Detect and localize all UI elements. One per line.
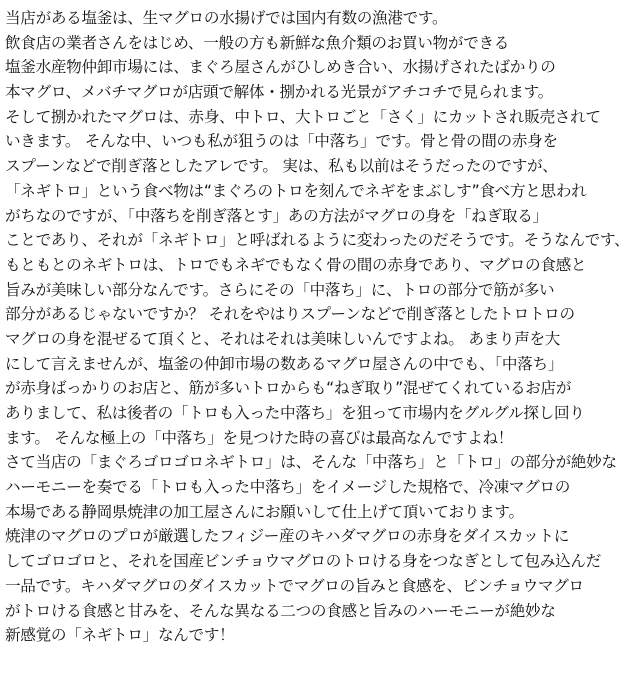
article-body bbox=[5, 6, 637, 648]
text-line: さて当店の「まぐろゴロゴロネギトロ」は、そんな「中落ち」と「トロ」の部分が絶妙な bbox=[5, 453, 617, 472]
text-line: 部分があるじゃないですか？ それをやはりスプーンなどで削ぎ落としたトロトロの bbox=[5, 305, 575, 324]
text-line: 飲食店の業者さんをはじめ、一般の方も新鮮な魚介類のお買い物ができる bbox=[5, 33, 510, 52]
text-line: 塩釜水産物仲卸市場には、まぐろ屋さんがひしめき合い、水揚げされたばかりの bbox=[5, 58, 556, 77]
text-line: が赤身ばっかりのお店と、筋が多いトロからも“ねぎ取り”混ぜてくれているお店が bbox=[5, 379, 572, 398]
text-line: してゴロゴロと、それを国産ビンチョウマグロのトロける身をつなぎとして包み込んだ bbox=[5, 552, 601, 571]
text-line: ます。 そんな極上の「中落ち」を見つけた時の喜びは最高なんですよね！ bbox=[5, 428, 514, 447]
text-line: がちなのですが、「中落ちを削ぎ落とす」あの方法がマグロの身を「ねぎ取る」 bbox=[5, 206, 548, 225]
text-line: 本場である静岡県焼津の加工屋さんにお願いして仕上げて頂いております。 bbox=[5, 502, 524, 521]
text-line: もともとのネギトロは、トロでもネギでもなく骨の間の赤身であり、マグロの食感と bbox=[5, 255, 587, 274]
text-line: 「ネギトロ」という食べ物は“まぐろのトロを刻んでネギをまぶしす”食べ方と思われ bbox=[5, 181, 587, 200]
text-line: 新感覚の「ネギトロ」なんです！ bbox=[5, 626, 235, 645]
text-line: いきます。 そんな中、いつも私が狙うのは「中落ち」です。骨と骨の間の赤身を bbox=[5, 132, 558, 151]
text-line: ことであり、それが「ネギトロ」と呼ばれるように変わったのだそうです。そうなんです、 bbox=[5, 231, 630, 250]
text-line: マグロの身を混ぜるて頂くと、それはそれは美味しいんですよね。 あまり声を大 bbox=[5, 329, 561, 348]
text-line: 本マグロ、メバチマグロが店頭で解体・捌かれる光景がアチコチで見られます。 bbox=[5, 83, 553, 102]
text-line: ハーモニーを奏でる「トロも入った中落ち」をイメージした規格で、冷凍マグロの bbox=[5, 478, 571, 497]
text-line: 旨みが美味しい部分なんです。さらにその「中落ち」に、トロの部分で筋が多い bbox=[5, 280, 555, 299]
text-line: ありまして、私は後者の「トロも入った中落ち」を狙って市場内をグルグル探し回り bbox=[5, 404, 585, 422]
text-line: 焼津のマグロのプロが厳選したフィジー産のキハダマグロの赤身をダイスカットに bbox=[5, 527, 569, 546]
text-line: スプーンなどで削ぎ落としたアレです。 実は、私も以前はそうだったのですが、 bbox=[5, 157, 558, 176]
text-line: 一品です。キハダマグロのダイスカットでマグロの旨みと食感を、ビンチョウマグロ bbox=[5, 576, 584, 595]
text-line: にして言えませんが、塩釜の仲卸市場の数あるマグロ屋さんの中でも、「中落ち」 bbox=[5, 354, 564, 373]
text-line: そして捌かれたマグロは、赤身、中トロ、大トロごと「さく」にカットされ販売されて bbox=[5, 107, 601, 126]
text-line: がトロける食感と甘みを、そんな異なる二つの食感と旨みのハーモニーが絶妙な bbox=[5, 601, 556, 620]
text-line: 当店がある塩釜は、生マグロの水揚げでは国内有数の漁港です。 bbox=[5, 9, 448, 27]
